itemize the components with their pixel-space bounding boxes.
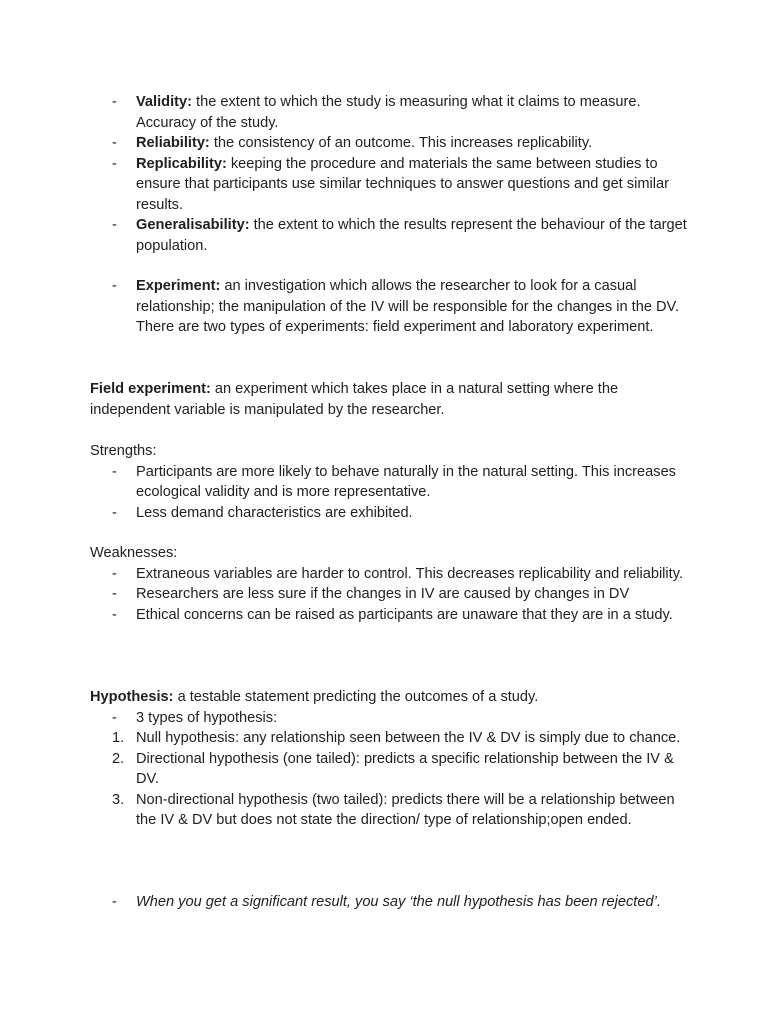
definition-reliability [90,133,690,154]
list-item-text: Extraneous variables are harder to control. This decreases replicability and reliability. [136,565,683,582]
list-marker: - [112,565,117,582]
list-item [90,564,690,585]
definition-generalisability [90,215,690,256]
list-number: 2. [112,750,125,767]
list-marker: - [112,217,117,233]
experiment-section [90,276,690,338]
list-item-text: Directional hypothesis (one tailed): predicts a specific relationship between the IV & DV. [136,750,674,787]
definition-text: the consistency of an outcome. This increases replicability. [209,135,593,151]
definitions-list [90,92,690,256]
numbered-item [90,749,690,790]
definition-text: the extent to which the study is measuring what it claims to measure. Accuracy of the study. [136,94,641,131]
list-item-text: Participants are more likely to behave naturally in the natural setting. This increases ecological validity and is more representative. [136,463,676,500]
list-number: 1. [112,730,125,746]
note-text: When you get a significant result, you say ‘the null hypothesis has been rejected’. [136,894,661,910]
list-marker: - [112,504,117,521]
list-item [90,503,690,524]
term-experiment: Experiment: [136,278,221,294]
definition-experiment [90,276,690,338]
list-item [90,605,690,626]
list-marker: - [112,709,117,726]
list-number: 3. [112,791,125,808]
strengths-heading: Strengths: [90,443,157,459]
term-generalisability: Generalisability: [136,217,250,233]
list-item-text: Less demand characteristics are exhibited. [136,504,413,521]
list-marker: - [112,606,117,623]
list-marker: - [112,94,117,110]
list-item-text: 3 types of hypothesis: [136,709,278,726]
term-hypothesis: Hypothesis: [90,689,174,705]
list-item-text: Researchers are less sure if the changes in IV are caused by changes in DV [136,586,630,602]
definition-text: the extent to which the results represent the behaviour of the target population. [136,217,687,254]
list-item-text: Null hypothesis: any relationship seen between the IV & DV is simply due to chance. [136,730,681,746]
weaknesses-section [90,543,690,625]
strengths-section [90,441,690,523]
term-replicability: Replicability: [136,155,227,172]
list-marker: - [112,135,117,151]
definition-text: an experiment which takes place in a natural setting where the independent variable is manipulated by the researcher. [90,381,619,418]
field-experiment-paragraph [90,379,690,420]
list-item [90,892,690,913]
list-item [90,584,690,605]
definition-text: an investigation which allows the researcher to look for a casual relationship; the manipulation of the IV will be responsible for the changes in the DV. There are two types of experiments: field experiment and laboratory experiment. [136,278,680,335]
numbered-item [90,790,690,831]
list-item [90,462,690,503]
term-reliability: Reliability: [136,135,210,151]
hypothesis-paragraph [90,687,690,708]
field-experiment-section [90,379,690,420]
list-marker: - [112,586,117,602]
hypothesis-section [90,687,690,831]
numbered-item [90,728,690,749]
list-marker: - [112,155,117,172]
list-marker: - [112,463,117,480]
list-item-text: Non-directional hypothesis (two tailed): predicts there will be a relationship between the IV & DV but does not state the direction/ type of relationship;open ended. [136,791,675,828]
definition-replicability [90,154,690,216]
definition-text: keeping the procedure and materials the same between studies to ensure that participants use similar techniques to answer questions and get similar results. [136,155,669,213]
note-section [90,892,690,913]
term-field-experiment: Field experiment: [90,381,211,397]
definition-text: a testable statement predicting the outcomes of a study. [173,689,539,705]
list-item-text: Ethical concerns can be raised as participants are unaware that they are in a study. [136,606,673,623]
list-item [90,708,690,729]
list-marker: - [112,278,117,294]
weaknesses-heading: Weaknesses: [90,545,178,561]
definition-validity [90,92,690,133]
list-marker: - [112,894,117,910]
term-validity: Validity: [136,94,192,110]
